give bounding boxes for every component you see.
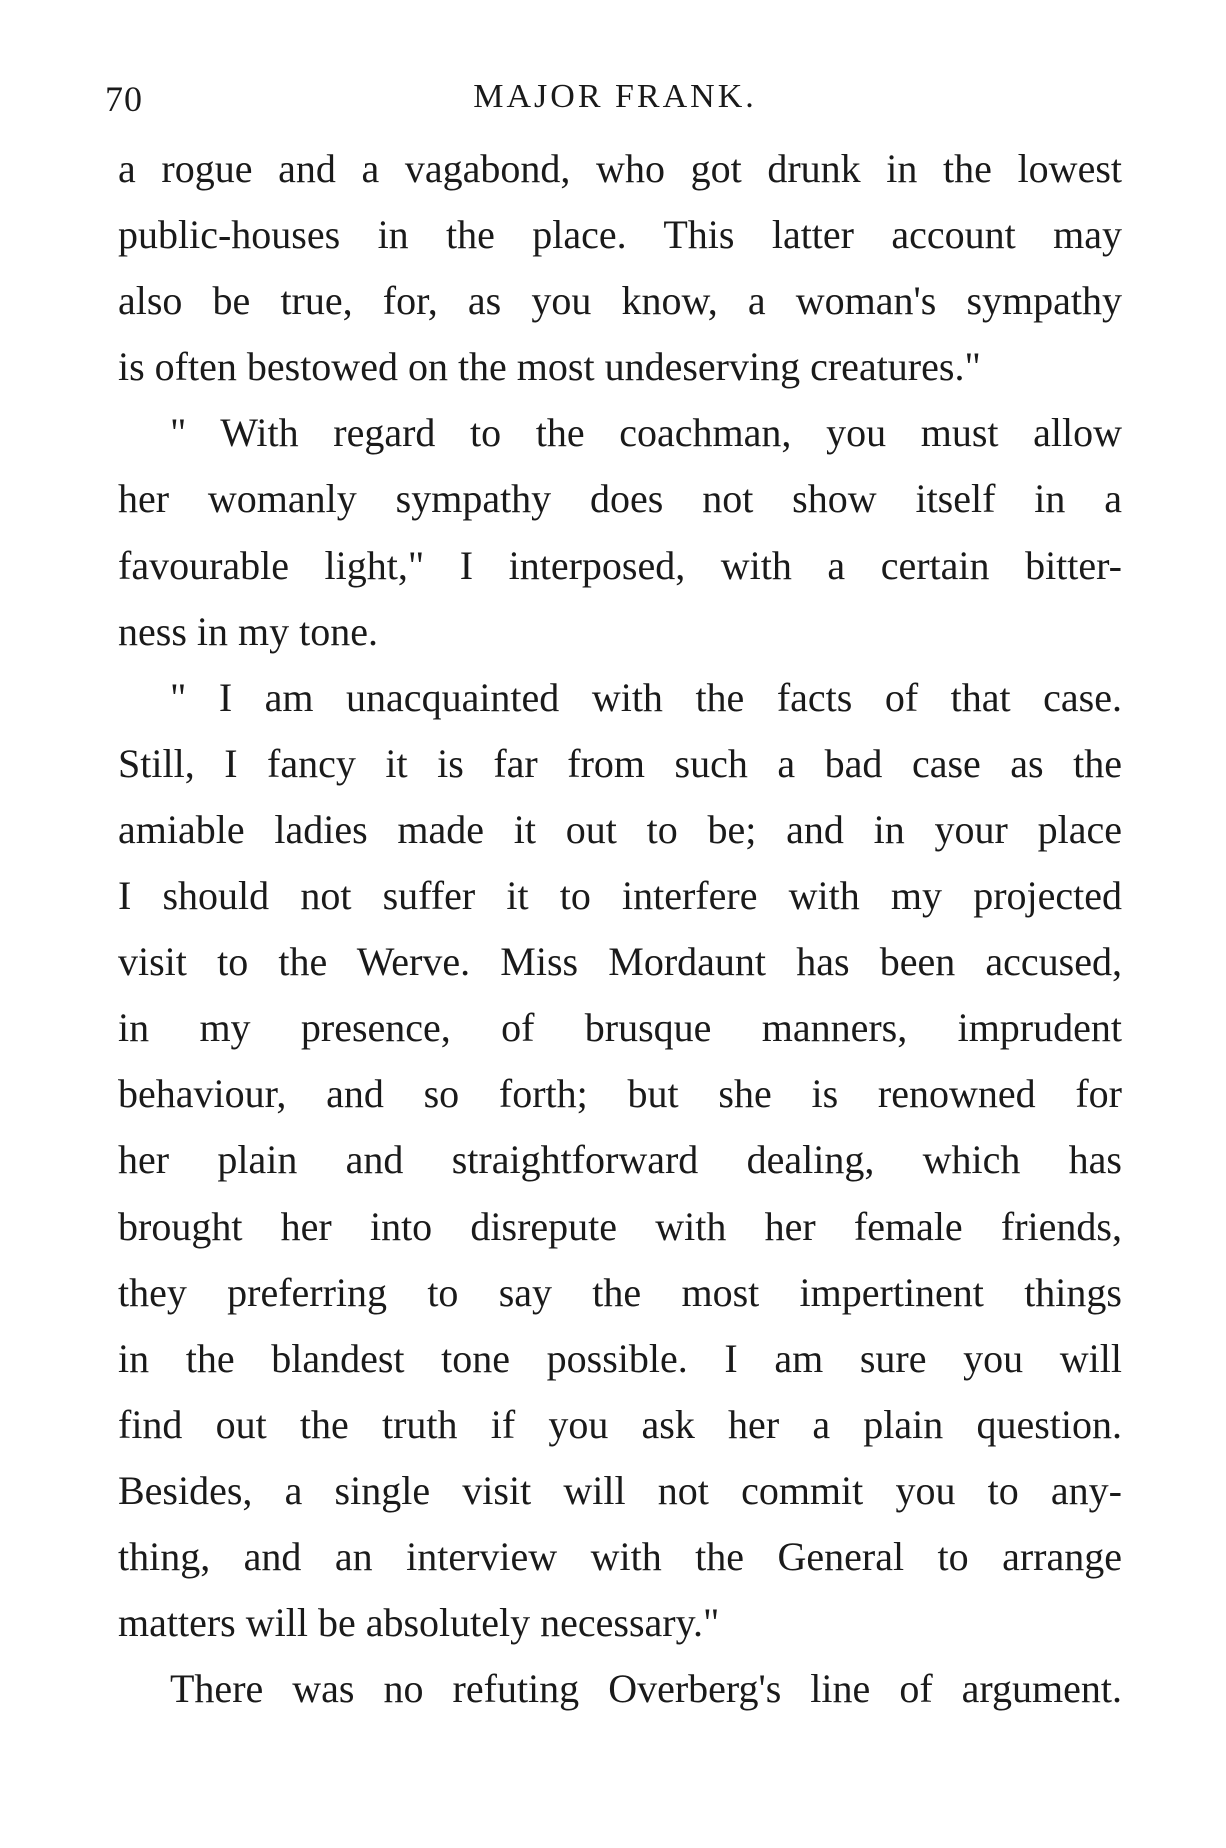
paragraph-2 bbox=[118, 400, 1122, 664]
paragraph-3 bbox=[118, 665, 1122, 1656]
text-line: also be true, for, as you know, a woman's sympathy bbox=[118, 278, 1122, 324]
text-line: in my presence, of brusque manners, imprudent bbox=[118, 1005, 1122, 1051]
text-line: amiable ladies made it out to be; and in your place bbox=[118, 806, 1122, 852]
text-line: " I am unacquainted with the facts of that case. bbox=[170, 674, 1122, 720]
text-line: ness in my tone. bbox=[118, 608, 378, 654]
text-line: in the blandest tone possible. I am sure you will bbox=[118, 1335, 1122, 1381]
body-text bbox=[118, 136, 1122, 1722]
paragraph-4 bbox=[118, 1656, 1122, 1722]
text-line: is often bestowed on the most undeserving creatures." bbox=[118, 344, 981, 390]
text-line: they preferring to say the most impertinent things bbox=[118, 1269, 1122, 1315]
text-line: her plain and straightforward dealing, which has bbox=[118, 1137, 1122, 1183]
text-line: her womanly sympathy does not show itself in a bbox=[118, 476, 1122, 522]
text-line: public-houses in the place. This latter account may bbox=[118, 212, 1122, 258]
text-line: " With regard to the coachman, you must allow bbox=[170, 410, 1122, 456]
text-line: a rogue and a vagabond, who got drunk in the lowest bbox=[118, 146, 1122, 191]
text-line: Besides, a single visit will not commit you to any- bbox=[118, 1467, 1122, 1513]
text-line: Still, I fancy it is far from such a bad case as the bbox=[118, 740, 1122, 786]
text-line: favourable light," I interposed, with a certain bitter- bbox=[118, 542, 1122, 588]
running-title: MAJOR FRANK. bbox=[473, 78, 757, 115]
page-number: 70 bbox=[105, 79, 143, 119]
text-line: brought her into disrepute with her female friends, bbox=[118, 1203, 1122, 1249]
paragraph-1 bbox=[118, 136, 1122, 400]
text-line: matters will be absolutely necessary." bbox=[118, 1600, 720, 1646]
text-line: find out the truth if you ask her a plain question. bbox=[118, 1401, 1122, 1447]
running-head bbox=[105, 78, 1125, 128]
text-line: There was no refuting Overberg's line of argument. bbox=[170, 1666, 1122, 1712]
text-line: thing, and an interview with the General to arrange bbox=[118, 1533, 1122, 1579]
text-line: I should not suffer it to interfere with my projected bbox=[118, 873, 1122, 919]
text-line: visit to the Werve. Miss Mordaunt has been accused, bbox=[118, 939, 1122, 985]
text-line: behaviour, and so forth; but she is renowned for bbox=[118, 1071, 1122, 1117]
